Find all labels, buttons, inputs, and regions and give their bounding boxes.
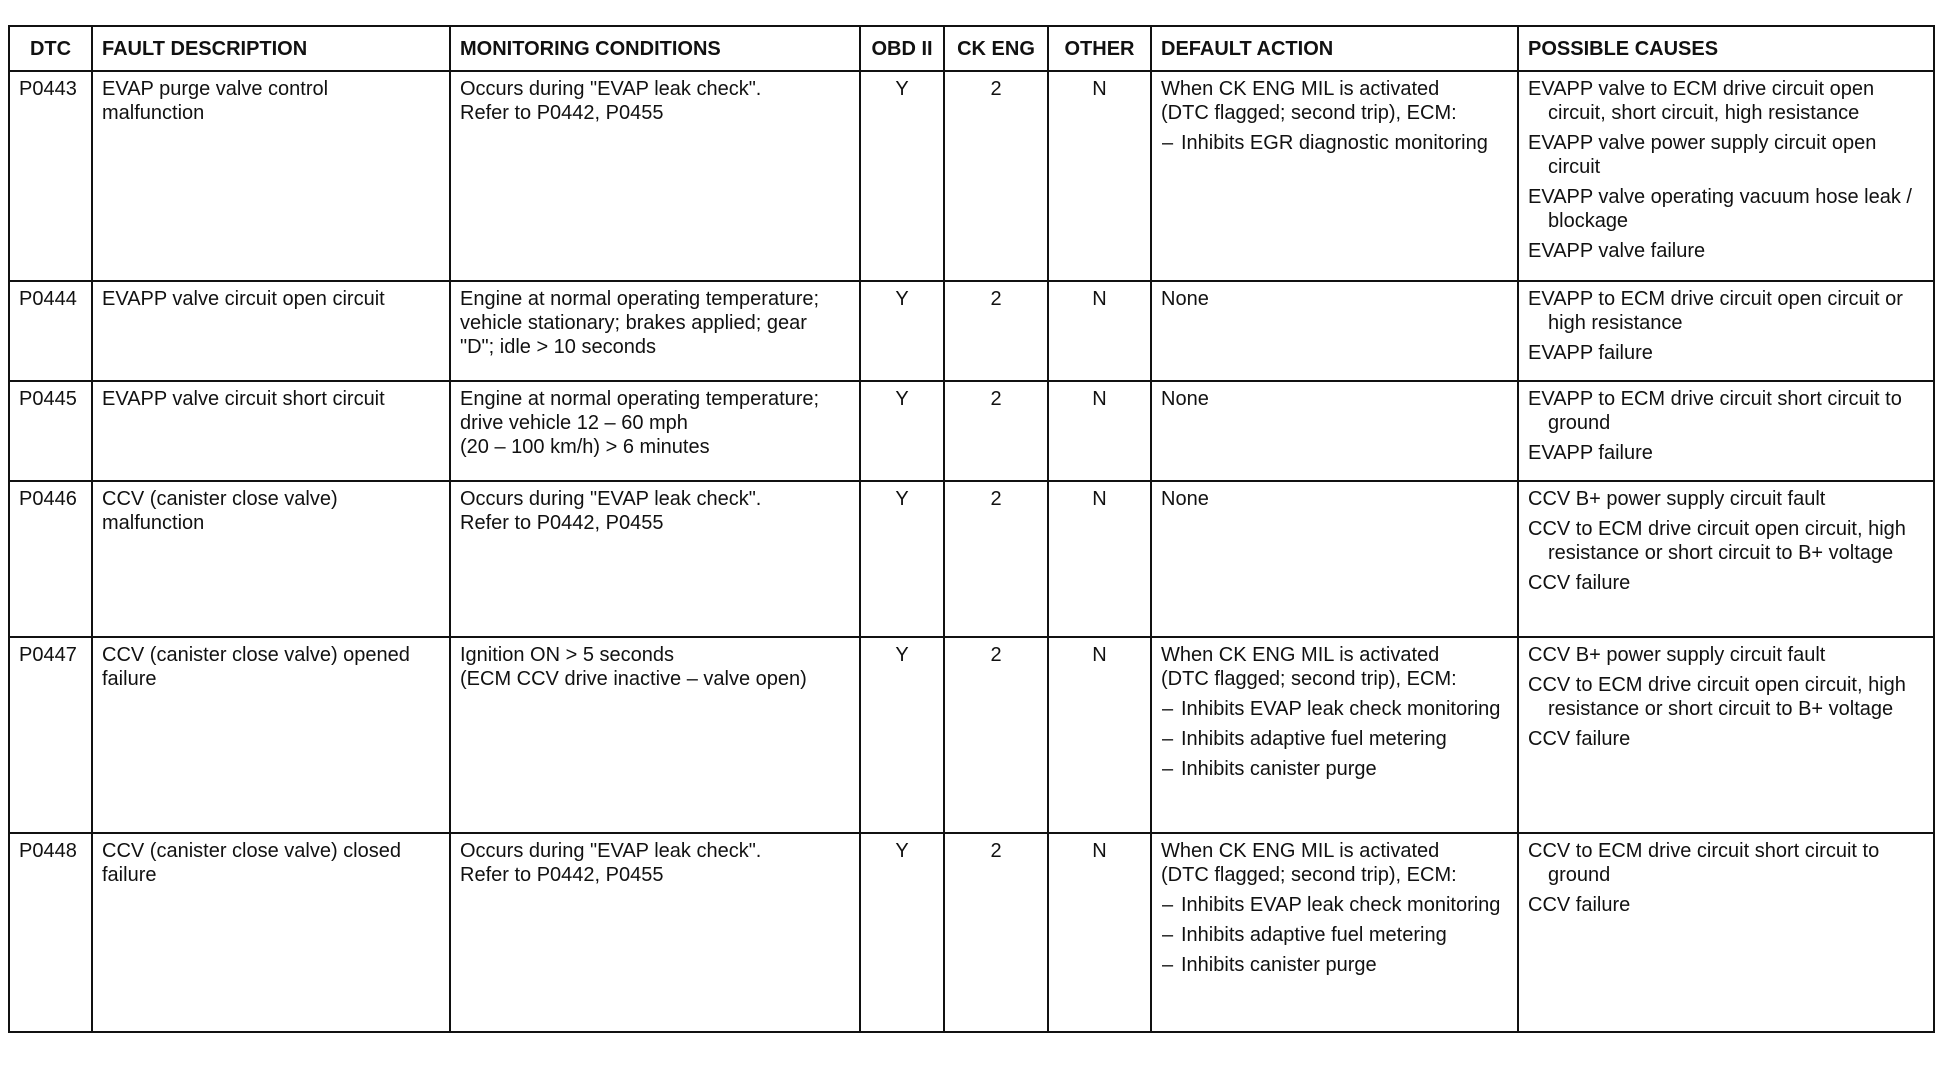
default-action [1151,71,1518,281]
table-row [9,637,1934,833]
possible-causes-list [1528,643,1924,751]
monitoring-conditions-text: Occurs during "EVAP leak check". Refer to P0442, P0455 [460,840,762,886]
table-row [9,833,1934,1032]
fault-description-text: EVAPP valve circuit open circuit [102,288,385,310]
fault-description-text: EVAPP valve circuit short circuit [102,388,385,410]
obd-ii-value: Y [860,481,944,637]
ck-eng-value: 2 [944,481,1048,637]
default-action [1151,833,1518,1032]
default-action-text: When CK ENG MIL is activated (DTC flagged; second trip), ECM: [1161,644,1457,690]
fault-description [92,281,450,381]
monitoring-conditions [450,281,860,381]
default-action [1151,637,1518,833]
table-row [9,381,1934,481]
possible-cause-item: CCV failure [1528,728,1631,750]
ck-eng-value: 2 [944,281,1048,381]
fault-description [92,833,450,1032]
obd-ii-value: Y [860,281,944,381]
possible-causes-list [1528,487,1924,595]
default-action-list [1161,131,1508,155]
monitoring-conditions-text: Ignition ON > 5 seconds (ECM CCV drive inactive – valve open) [460,644,807,690]
other-value: N [1048,481,1151,637]
possible-cause-item: EVAPP to ECM drive circuit short circuit to ground [1528,388,1902,434]
header-other: OTHER [1048,26,1151,71]
ck-eng-value: 2 [944,71,1048,281]
default-action-item [1161,923,1508,947]
dash-marker: – [1162,698,1174,720]
default-action-item-text: Inhibits adaptive fuel metering [1181,728,1447,750]
possible-cause-item: CCV failure [1528,572,1631,594]
possible-causes [1518,71,1934,281]
obd-ii-value: Y [860,833,944,1032]
monitoring-conditions [450,637,860,833]
default-action-item-text: Inhibits adaptive fuel metering [1181,924,1447,946]
possible-cause-item: CCV to ECM drive circuit open circuit, high resistance or short circuit to B+ voltage [1528,518,1906,564]
table-row [9,481,1934,637]
possible-cause-item: EVAPP valve operating vacuum hose leak / blockage [1528,186,1912,232]
possible-causes-list [1528,287,1924,365]
possible-cause-item: CCV B+ power supply circuit fault [1528,644,1826,666]
default-action-text: None [1161,288,1209,310]
header-dtc: DTC [9,26,92,71]
default-action-item [1161,953,1508,977]
dtc-code: P0448 [9,833,92,1032]
possible-cause-item: EVAPP valve to ECM drive circuit open circuit, short circuit, high resistance [1528,78,1875,124]
possible-causes [1518,381,1934,481]
default-action-item [1161,131,1508,155]
monitoring-conditions [450,481,860,637]
table-row [9,281,1934,381]
monitoring-conditions [450,71,860,281]
header-ck-eng: CK ENG [944,26,1048,71]
possible-causes [1518,833,1934,1032]
monitoring-conditions-text: Occurs during "EVAP leak check". Refer to P0442, P0455 [460,488,762,534]
dash-marker: – [1162,758,1174,780]
default-action-text: When CK ENG MIL is activated (DTC flagged; second trip), ECM: [1161,78,1457,124]
obd-ii-value: Y [860,71,944,281]
possible-cause-item: CCV B+ power supply circuit fault [1528,488,1826,510]
monitoring-conditions-text: Engine at normal operating temperature; vehicle stationary; brakes applied; gear "D"; idle > 10 seconds [460,288,820,358]
dash-marker: – [1162,132,1174,154]
default-action-item [1161,893,1508,917]
default-action [1151,281,1518,381]
default-action-item-text: Inhibits canister purge [1181,758,1377,780]
header-fault-description: FAULT DESCRIPTION [92,26,450,71]
default-action-text: None [1161,488,1209,510]
dash-marker: – [1162,728,1174,750]
fault-description [92,637,450,833]
default-action-list [1161,893,1508,977]
default-action-item [1161,727,1508,751]
other-value: N [1048,381,1151,481]
fault-description-text: CCV (canister close valve) closed failure [102,840,401,886]
table-header-row [9,26,1934,71]
default-action-item [1161,697,1508,721]
dtc-code: P0447 [9,637,92,833]
fault-description [92,381,450,481]
dtc-table [8,25,1935,1033]
monitoring-conditions [450,833,860,1032]
possible-cause-item: EVAPP to ECM drive circuit open circuit or high resistance [1528,288,1903,334]
fault-description-text: CCV (canister close valve) malfunction [102,488,338,534]
dtc-code: P0446 [9,481,92,637]
possible-causes [1518,281,1934,381]
fault-description-text: EVAP purge valve control malfunction [102,78,329,124]
other-value: N [1048,71,1151,281]
default-action-item [1161,757,1508,781]
monitoring-conditions-text: Occurs during "EVAP leak check". Refer to P0442, P0455 [460,78,762,124]
ck-eng-value: 2 [944,833,1048,1032]
possible-cause-item: EVAPP failure [1528,442,1653,464]
possible-causes-list [1528,387,1924,465]
ck-eng-value: 2 [944,637,1048,833]
header-monitoring-conditions: MONITORING CONDITIONS [450,26,860,71]
possible-cause-item: CCV failure [1528,894,1631,916]
default-action-item-text: Inhibits EVAP leak check monitoring [1181,894,1501,916]
ck-eng-value: 2 [944,381,1048,481]
other-value: N [1048,637,1151,833]
possible-cause-item: EVAPP valve power supply circuit open circuit [1528,132,1877,178]
dash-marker: – [1162,894,1174,916]
fault-description [92,481,450,637]
other-value: N [1048,281,1151,381]
dtc-code: P0443 [9,71,92,281]
obd-ii-value: Y [860,637,944,833]
default-action-item-text: Inhibits canister purge [1181,954,1377,976]
fault-description [92,71,450,281]
possible-causes [1518,481,1934,637]
default-action-item-text: Inhibits EVAP leak check monitoring [1181,698,1501,720]
header-default-action: DEFAULT ACTION [1151,26,1518,71]
default-action-text: None [1161,388,1209,410]
header-possible-causes: POSSIBLE CAUSES [1518,26,1934,71]
possible-cause-item: EVAPP failure [1528,342,1653,364]
monitoring-conditions-text: Engine at normal operating temperature; drive vehicle 12 – 60 mph (20 – 100 km/h) > 6 minutes [460,388,820,458]
default-action-list [1161,697,1508,781]
default-action-item-text: Inhibits EGR diagnostic monitoring [1181,132,1488,154]
possible-cause-item: CCV to ECM drive circuit short circuit to ground [1528,840,1880,886]
default-action [1151,481,1518,637]
dtc-code: P0445 [9,381,92,481]
dtc-table-sheet [8,25,1933,1033]
dtc-code: P0444 [9,281,92,381]
dash-marker: – [1162,924,1174,946]
default-action-text: When CK ENG MIL is activated (DTC flagged; second trip), ECM: [1161,840,1457,886]
monitoring-conditions [450,381,860,481]
table-row [9,71,1934,281]
header-obd-ii: OBD II [860,26,944,71]
other-value: N [1048,833,1151,1032]
possible-cause-item: CCV to ECM drive circuit open circuit, high resistance or short circuit to B+ voltage [1528,674,1906,720]
fault-description-text: CCV (canister close valve) opened failure [102,644,410,690]
possible-causes-list [1528,839,1924,917]
dash-marker: – [1162,954,1174,976]
possible-cause-item: EVAPP valve failure [1528,240,1706,262]
default-action [1151,381,1518,481]
obd-ii-value: Y [860,381,944,481]
possible-causes [1518,637,1934,833]
possible-causes-list [1528,77,1924,263]
